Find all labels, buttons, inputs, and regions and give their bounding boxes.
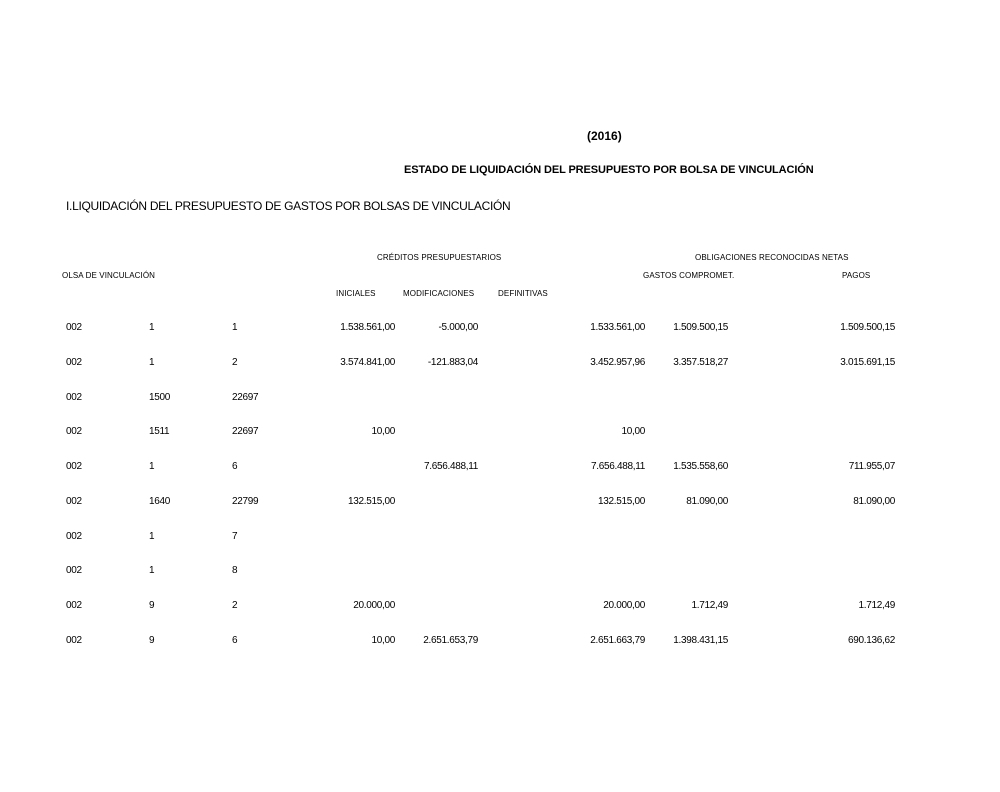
cell-iniciales: 20.000,00 (353, 600, 395, 611)
cell-gastos-comprometidos: 1.535.558,60 (673, 461, 728, 472)
cell-economica: 6 (232, 461, 238, 472)
cell-pagos: 1.712,49 (858, 600, 895, 611)
cell-definitivas: 3.452.957,96 (590, 357, 645, 368)
cell-programa: 1 (149, 322, 155, 333)
table-row (0, 426, 1000, 440)
cell-iniciales: 10,00 (371, 426, 395, 437)
cell-economica: 2 (232, 357, 238, 368)
cell-modificaciones: -121.883,04 (427, 357, 478, 368)
cell-programa: 1 (149, 531, 155, 542)
column-header-definitivas: DEFINITIVAS (498, 289, 548, 298)
cell-programa: 9 (149, 600, 155, 611)
cell-iniciales: 1.538.561,00 (340, 322, 395, 333)
column-header-iniciales: INICIALES (336, 289, 376, 298)
cell-organica: 002 (66, 426, 82, 437)
cell-economica: 22697 (232, 392, 259, 403)
cell-pagos: 1.509.500,15 (840, 322, 895, 333)
cell-organica: 002 (66, 392, 82, 403)
cell-economica: 22697 (232, 426, 259, 437)
cell-gastos-comprometidos: 1.509.500,15 (673, 322, 728, 333)
cell-economica: 8 (232, 565, 238, 576)
table-row (0, 531, 1000, 545)
column-header-bolsa: OLSA DE VINCULACIÓN (62, 271, 156, 280)
cell-economica: 7 (232, 531, 238, 542)
table-row (0, 461, 1000, 475)
cell-iniciales: 3.574.841,00 (340, 357, 395, 368)
cell-modificaciones: 7.656.488,11 (423, 461, 478, 472)
table-row (0, 565, 1000, 579)
table-row (0, 600, 1000, 614)
cell-iniciales: 10,00 (371, 635, 395, 646)
cell-organica: 002 (66, 565, 82, 576)
column-header-modificaciones: MODIFICACIONES (403, 289, 475, 298)
table-row (0, 357, 1000, 371)
report-title: ESTADO DE LIQUIDACIÓN DEL PRESUPUESTO POR BOLSA DE VINCULACIÓN (404, 164, 814, 176)
cell-organica: 002 (66, 496, 82, 507)
cell-organica: 002 (66, 322, 82, 333)
cell-pagos: 3.015.691,15 (840, 357, 895, 368)
report-subtitle: I.LIQUIDACIÓN DEL PRESUPUESTO DE GASTOS POR BOLSAS DE VINCULACIÓN (66, 199, 511, 213)
report-year: (2016) (587, 129, 622, 143)
cell-economica: 2 (232, 600, 238, 611)
cell-definitivas: 20.000,00 (603, 600, 645, 611)
cell-definitivas: 7.656.488,11 (590, 461, 645, 472)
cell-pagos: 690.136,62 (847, 635, 895, 646)
cell-organica: 002 (66, 531, 82, 542)
cell-programa: 1640 (149, 496, 171, 507)
cell-programa: 9 (149, 635, 155, 646)
cell-gastos-comprometidos: 81.090,00 (686, 496, 728, 507)
cell-definitivas: 2.651.663,79 (590, 635, 645, 646)
table-row (0, 635, 1000, 649)
cell-modificaciones: 2.651.653,79 (423, 635, 478, 646)
column-header-pagos: PAGOS (842, 271, 871, 280)
cell-economica: 22799 (232, 496, 259, 507)
table-row (0, 322, 1000, 336)
column-header-gastos: GASTOS COMPROMET. (643, 271, 735, 280)
table-row (0, 496, 1000, 510)
cell-organica: 002 (66, 600, 82, 611)
cell-gastos-comprometidos: 1.398.431,15 (673, 635, 728, 646)
cell-organica: 002 (66, 357, 82, 368)
cell-programa: 1 (149, 357, 155, 368)
cell-organica: 002 (66, 461, 82, 472)
cell-gastos-comprometidos: 3.357.518,27 (673, 357, 728, 368)
cell-definitivas: 1.533.561,00 (590, 322, 645, 333)
cell-economica: 1 (232, 322, 238, 333)
column-group-creditos: CRÉDITOS PRESUPUESTARIOS (377, 253, 502, 262)
cell-definitivas: 10,00 (621, 426, 645, 437)
cell-programa: 1 (149, 565, 155, 576)
table-row (0, 392, 1000, 406)
cell-economica: 6 (232, 635, 238, 646)
cell-pagos: 711.955,07 (848, 461, 895, 472)
column-group-obligaciones: OBLIGACIONES RECONOCIDAS NETAS (695, 253, 849, 262)
cell-programa: 1 (149, 461, 155, 472)
cell-organica: 002 (66, 635, 82, 646)
cell-gastos-comprometidos: 1.712,49 (691, 600, 728, 611)
cell-definitivas: 132.515,00 (597, 496, 645, 507)
cell-modificaciones: -5.000,00 (438, 322, 478, 333)
cell-iniciales: 132.515,00 (347, 496, 395, 507)
cell-programa: 1511 (149, 426, 170, 437)
cell-programa: 1500 (149, 392, 171, 403)
cell-pagos: 81.090,00 (853, 496, 895, 507)
